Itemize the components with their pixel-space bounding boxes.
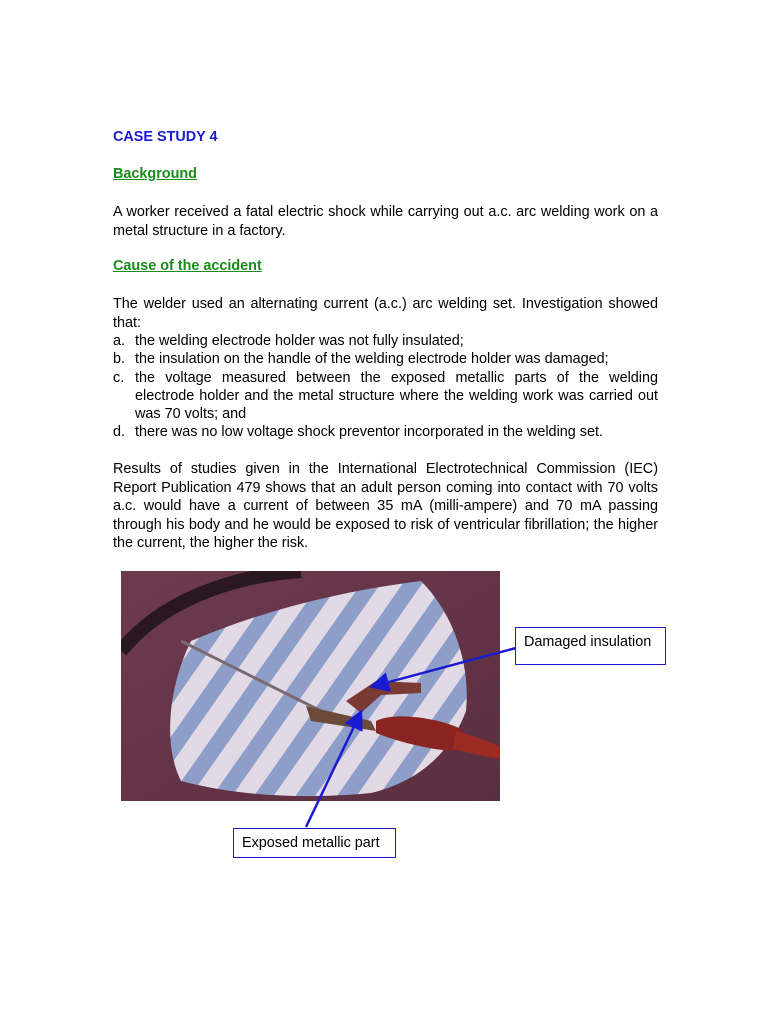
list-item-text: there was no low voltage shock preventor incorporated in the welding set.	[135, 424, 603, 441]
list-item-text: the insulation on the handle of the welding electrode holder was damaged;	[135, 351, 609, 368]
background-text: A worker received a fatal electric shock while carrying out a.c. arc welding work on a metal structure in a factory.	[113, 204, 658, 239]
list-marker: b.	[113, 351, 126, 368]
cause-intro: The welder used an alternating current (a.c.) arc welding set. Investigation showed that:	[113, 296, 658, 331]
damaged-insulation-label: Damaged insulation	[524, 634, 652, 650]
damaged-insulation-arrow	[374, 648, 516, 686]
list-item-text: the voltage measured between the exposed metallic parts of the welding electrode holder and the metal structure where the welding work was carried out was 70 volts; and	[135, 369, 658, 423]
damaged-insulation-callout	[515, 627, 666, 665]
cause-heading: Cause of the accident	[113, 258, 262, 274]
list-item-text: the welding electrode holder was not fully insulated;	[135, 333, 464, 349]
case-study-title: CASE STUDY 4	[113, 129, 218, 145]
list-marker: c.	[113, 369, 125, 386]
exposed-metal-arrow	[306, 714, 360, 827]
results-paragraph: Results of studies given in the International Electrotechnical Commission (IEC) Report Publication 479 shows that an adult person coming into contact with 70 volts a.c. would have a current of between 35 mA (milli-ampere) and 70 mA passing through his body and he would be exposed to risk of ventricular fibrillation; the higher the current, the higher the risk.	[113, 461, 658, 552]
list-marker: a.	[113, 333, 126, 349]
list-marker: d.	[113, 424, 126, 441]
exposed-metallic-part-label: Exposed metallic part	[242, 835, 380, 851]
background-heading: Background	[113, 166, 197, 182]
exposed-metallic-part-callout	[233, 828, 396, 858]
